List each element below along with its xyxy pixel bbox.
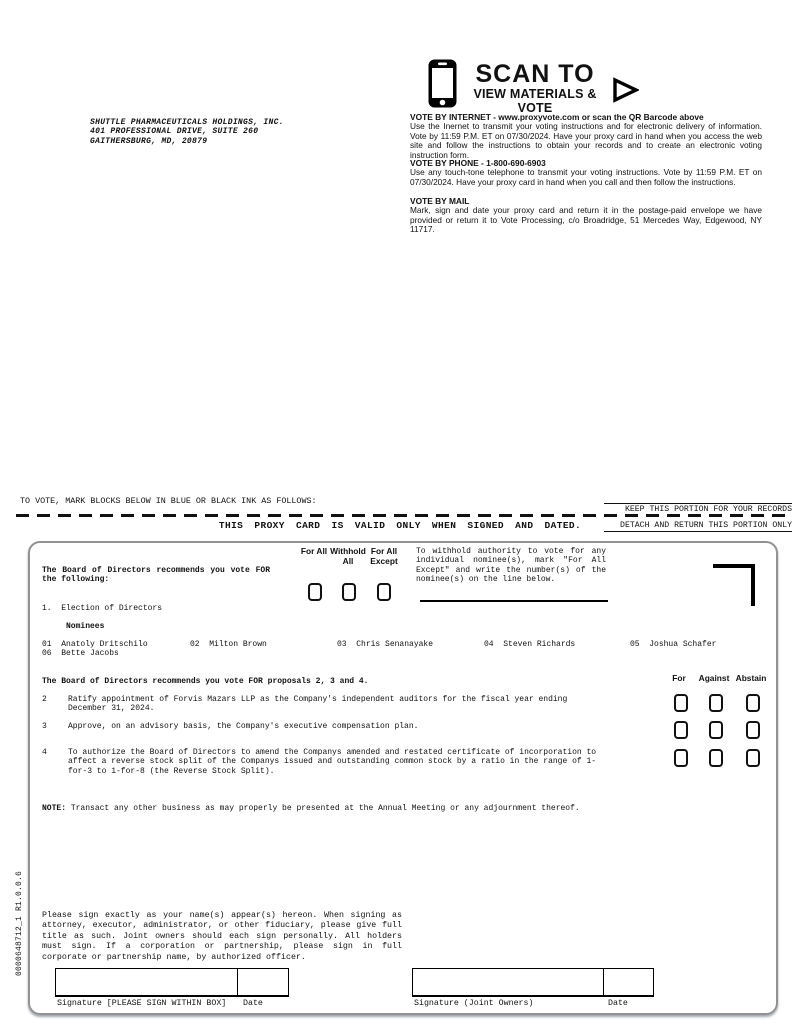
keep-portion-rule [604, 503, 792, 504]
note-label: NOTE: [42, 804, 67, 813]
proposal-4-text: To authorize the Board of Directors to amend the Companys amended and restated certificate of incorporation to affect a reverse stock split of the Companys issued and outstanding common stock by a ratio in the range of 1-for-3 to 1-for-8 (the Reverse Stock Split). [68, 748, 597, 776]
signature-box-primary[interactable] [55, 968, 289, 997]
proposal-4-number: 4 [42, 748, 47, 757]
vote-by-internet-body: Use the Inernet to transmit your voting instructions and for electronic delivery of information. Vote by 11:59 P.M. ET on 07/30/2024. Have your proxy card in hand when you access the web site and follow the instructions to obtain your records and to create an electronic voting instruction form. [410, 121, 762, 160]
company-city: GAITHERSBURG, MD, 20879 [90, 136, 208, 146]
vote-column-header-for: For [672, 673, 686, 683]
checkbox-for-all[interactable] [308, 583, 322, 601]
detach-dashed-line [16, 514, 792, 517]
vote-column-header-withhold-all: Withhold All [330, 546, 366, 566]
note-row [42, 804, 662, 813]
proposal-1-number: 1. [42, 604, 52, 613]
sign-instruction: Please sign exactly as your name(s) appear(s) hereon. When signing as attorney, executor, administrator, or other fiduciary, please give full title as such. Joint owners should each sign personally. All holders must sign. If a corporation or partnership, please sign in full corporate or partnership name, by authorized officer. [42, 911, 402, 962]
smartphone-icon [427, 58, 458, 114]
checkbox-p3-for[interactable] [674, 721, 688, 739]
proposal-1-row [42, 604, 162, 613]
checkbox-p2-abstain[interactable] [746, 694, 760, 712]
signature-box-joint[interactable] [412, 968, 654, 997]
board-recommendation-2: The Board of Directors recommends you vote FOR proposals 2, 3 and 4. [42, 677, 369, 686]
signature-joint-label: Signature (Joint Owners) [414, 999, 534, 1008]
checkbox-p3-abstain[interactable] [746, 721, 760, 739]
date-label-joint: Date [608, 999, 628, 1008]
nominee-item-02: 02 Milton Brown [190, 640, 267, 649]
vote-by-phone-heading: VOTE BY PHONE - 1-800-690-6903 [410, 158, 546, 168]
corner-registration-mark [713, 564, 755, 606]
keep-portion-note: KEEP THIS PORTION FOR YOUR RECORDS [624, 505, 792, 514]
note-text: Transact any other business as may properly be presented at the Annual Meeting or any adjournment thereof. [66, 804, 580, 813]
nominee-item-03: 03 Chris Senanayake [337, 640, 434, 649]
mark-blocks-instruction: TO VOTE, MARK BLOCKS BELOW IN BLUE OR BLACK INK AS FOLLOWS: [20, 496, 317, 506]
checkbox-p4-for[interactable] [674, 749, 688, 767]
nominee-item-06: 06 Bette Jacobs [42, 649, 119, 658]
checkbox-for-all-except[interactable] [377, 583, 391, 601]
view-materials-subtitle: VIEW MATERIALS & VOTE [473, 87, 597, 115]
company-name: SHUTTLE PHARMACEUTICALS HOLDINGS, INC. [90, 118, 284, 127]
withhold-authority-instruction: To withhold authority to vote for any individual nominee(s), mark "For All Except" and write the number(s) of the nominee(s) on the line below. [416, 547, 606, 585]
play-triangle-icon [612, 77, 639, 108]
side-code: 0000648712_1 R1.0.0.6 [15, 870, 24, 976]
vote-column-header-for-all-except: For All Except [370, 546, 398, 566]
detach-portion-note: DETACH AND RETURN THIS PORTION ONLY [620, 521, 792, 530]
vote-column-header-for-all: For All [300, 546, 328, 556]
vote-column-header-abstain: Abstain [735, 673, 767, 683]
nominee-item-05: 05 Joshua Schafer [630, 640, 717, 649]
checkbox-p4-abstain[interactable] [746, 749, 760, 767]
checkbox-p2-against[interactable] [709, 694, 723, 712]
scan-banner [460, 62, 610, 115]
nominee-item-01: 01 Anatoly Dritschilo [42, 640, 148, 649]
valid-when-signed-notice: THIS PROXY CARD IS VALID ONLY WHEN SIGNED AND DATED. [218, 520, 582, 531]
vote-by-mail-heading: VOTE BY MAIL [410, 196, 470, 206]
proposal-1-title: Election of Directors [61, 604, 163, 613]
company-address [90, 118, 284, 146]
signature-box-joint-date-divider [603, 968, 604, 995]
scan-to-title: SCAN TO [475, 60, 595, 88]
proposal-3-number: 3 [42, 722, 47, 731]
proposal-2-text: Ratify appointment of Forvis Mazars LLP as the Company's independent auditors for the fiscal year ending December 31, 2024. [68, 695, 568, 714]
nominees-label: Nominees [66, 622, 105, 631]
company-street: 401 PROFESSIONAL DRIVE, SUITE 260 [90, 127, 259, 137]
checkbox-p4-against[interactable] [709, 749, 723, 767]
vote-column-header-against: Against [698, 673, 730, 683]
checkbox-p3-against[interactable] [709, 721, 723, 739]
signature-box-primary-date-divider [237, 968, 238, 995]
checkbox-p2-for[interactable] [674, 694, 688, 712]
vote-by-mail-body: Mark, sign and date your proxy card and return it in the postage-paid envelope we have provided or return it to Vote Processing, c/o Broadridge, 51 Mercedes Way, Edgewood, NY 11717. [410, 205, 762, 234]
date-label-primary: Date [243, 999, 263, 1008]
nominee-exception-line[interactable] [420, 600, 608, 602]
checkbox-withhold-all[interactable] [342, 583, 356, 601]
board-recommendation-1: The Board of Directors recommends you vote FOR the following: [42, 566, 270, 585]
signature-primary-label: Signature [PLEASE SIGN WITHIN BOX] [57, 999, 227, 1008]
nominee-item-04: 04 Steven Richards [484, 640, 576, 649]
vote-by-internet-heading: VOTE BY INTERNET - www.proxyvote.com or scan the QR Barcode above [410, 112, 704, 122]
proposal-3-text: Approve, on an advisory basis, the Company's executive compensation plan. [68, 722, 419, 731]
detach-portion-rule [604, 531, 792, 532]
vote-by-phone-body: Use any touch-tone telephone to transmit your voting instructions. Vote by 11:59 P.M. ET on 07/30/2024. Have your proxy card in hand when you call and then follow the instructions. [410, 167, 762, 187]
proposal-2-number: 2 [42, 695, 47, 704]
